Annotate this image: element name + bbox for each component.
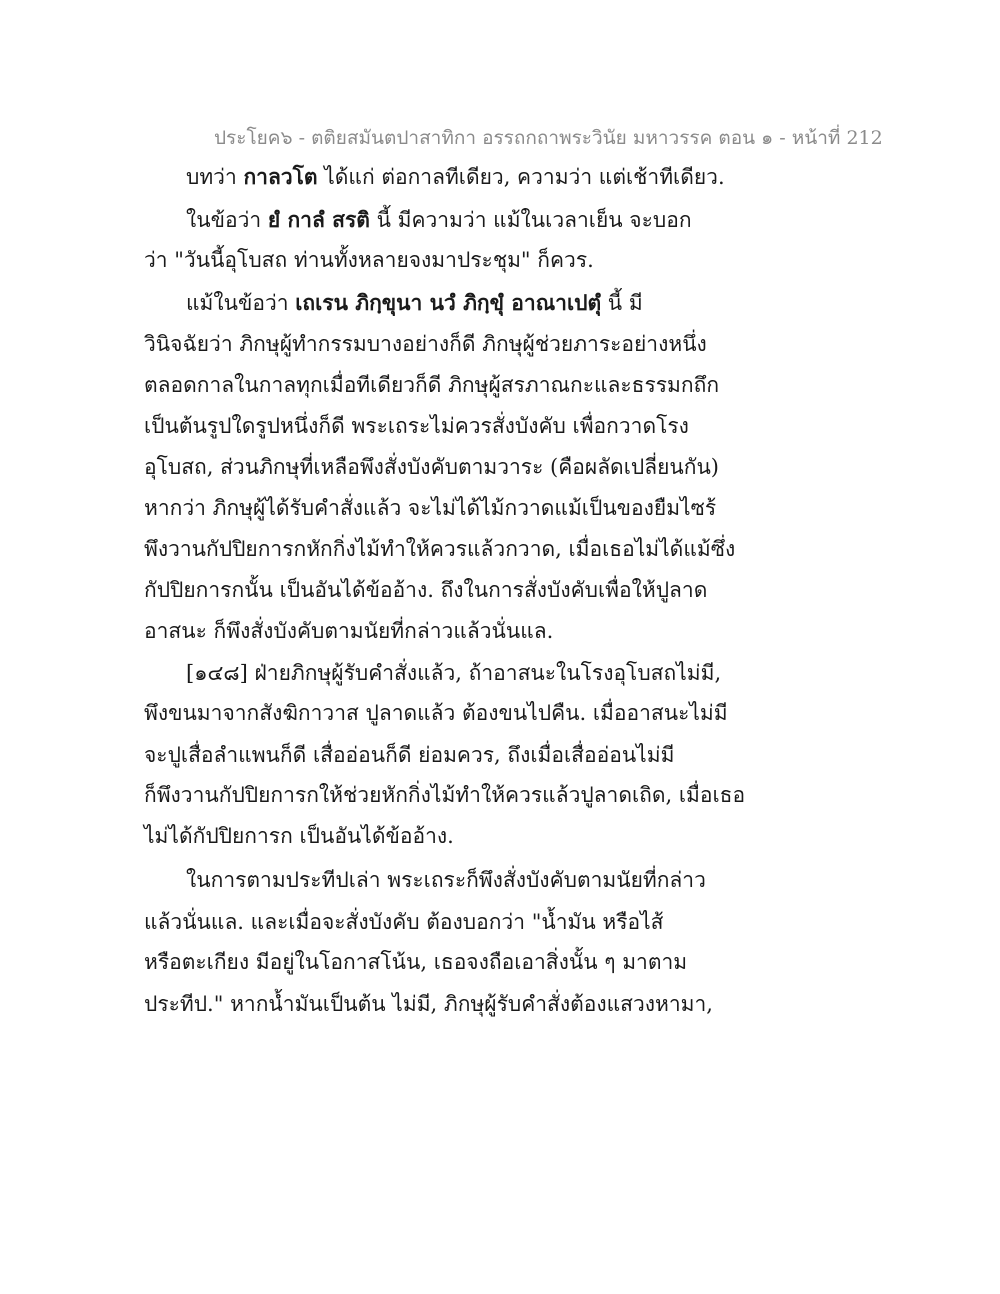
text-line — [144, 369, 719, 402]
text-segment: พึงวานกัปปิยการกหักกิ่งไม้ทำให้ควรแล้วกวาด, เมื่อเธอไม่ได้แม้ซึ่ง — [144, 537, 736, 561]
page-header: ประโยค๖ - ตติยสมันตปาสาทิกา อรรถกถาพระวินัย มหาวรรค ตอน ๑ - หน้าที่ 212 — [214, 127, 883, 149]
text-line — [144, 820, 454, 853]
text-segment: แล้วนั่นแล. และเมื่อจะสั่งบังคับ ต้องบอกว่า "น้ำมัน หรือไส้ — [144, 910, 664, 934]
text-segment: แม้ในข้อว่า — [186, 291, 296, 315]
text-line — [186, 287, 643, 320]
text-segment: อุโบสถ, ส่วนภิกษุที่เหลือพึงสั่งบังคับตามวาระ (คือผลัดเปลี่ยนกัน) — [144, 455, 719, 479]
text-segment: จะปูเสื่อลำแพนก็ดี เสื่ออ่อนก็ดี ย่อมควร, ถึงเมื่อเสื่ออ่อนไม่มี — [144, 743, 675, 767]
text-segment: ว่า "วันนี้อุโบสถ ท่านทั้งหลายจงมาประชุม" ก็ควร. — [144, 248, 594, 272]
text-segment: [๑๔๘] ฝ่ายภิกษุผู้รับคำสั่งแล้ว, ถ้าอาสนะในโรงอุโบสถไม่มี, — [186, 661, 722, 685]
pali-term: เถเรน ภิกฺขุนา นวํ ภิกฺขุํ อาณาเปตุํ — [295, 290, 602, 315]
text-segment: ไม่ได้กัปปิยการก เป็นอันได้ข้ออ้าง. — [144, 824, 454, 848]
text-line — [144, 697, 728, 730]
text-segment: วินิจฉัยว่า ภิกษุผู้ทำกรรมบางอย่างก็ดี ภิกษุผู้ช่วยภาระอย่างหนึ่ง — [144, 332, 707, 356]
text-line — [186, 864, 706, 897]
text-line — [144, 946, 687, 979]
text-segment: ก็พึงวานกัปปิยการกให้ช่วยหักกิ่งไม้ทำให้ควรแล้วปูลาดเถิด, เมื่อเธอ — [144, 783, 746, 807]
text-line — [144, 988, 713, 1021]
text-line — [144, 739, 674, 772]
text-line — [144, 328, 707, 361]
text-segment: นี้ มี — [601, 291, 643, 315]
text-line — [144, 451, 719, 484]
pali-term: ยํ กาลํ สรติ — [267, 207, 370, 232]
text-segment: ในการตามประทีปเล่า พระเถระก็พึงสั่งบังคับตามนัยที่กล่าว — [186, 868, 706, 892]
text-line — [144, 410, 689, 443]
text-line — [144, 906, 663, 939]
text-segment: ตลอดกาลในกาลทุกเมื่อทีเดียวก็ดี ภิกษุผู้สรภาณกะและธรรมกถึก — [144, 373, 720, 397]
text-segment: ในข้อว่า — [186, 208, 268, 232]
text-segment: ประทีป." หากน้ำมันเป็นต้น ไม่มี, ภิกษุผู้รับคำสั่งต้องแสวงหามา, — [144, 992, 713, 1016]
text-line — [186, 204, 692, 237]
text-segment: เป็นต้นรูปใดรูปหนึ่งก็ดี พระเถระไม่ควรสั่งบังคับ เพื่อกวาดโรง — [144, 414, 689, 438]
text-segment: ได้แก่ ต่อกาลทีเดียว, ความว่า แต่เช้าทีเดียว. — [317, 165, 725, 189]
text-line — [186, 161, 725, 194]
text-segment: อาสนะ ก็พึงสั่งบังคับตามนัยที่กล่าวแล้วนั่นแล. — [144, 619, 554, 643]
text-segment: บทว่า — [186, 165, 244, 189]
text-line — [144, 244, 594, 277]
text-segment: กัปปิยการกนั้น เป็นอันได้ข้ออ้าง. ถึงในการสั่งบังคับเพื่อให้ปูลาด — [144, 578, 708, 602]
text-segment: นี้ มีความว่า แม้ในเวลาเย็น จะบอก — [369, 208, 692, 232]
text-line — [144, 574, 707, 607]
text-line — [144, 492, 716, 525]
text-segment: หรือตะเกียง มีอยู่ในโอกาสโน้น, เธอจงถือเอาสิ่งนั้น ๆ มาตาม — [144, 950, 688, 974]
text-line — [144, 779, 745, 812]
text-line — [186, 657, 721, 690]
text-segment: พึงขนมาจากสังฆิกาวาส ปูลาดแล้ว ต้องขนไปคืน. เมื่ออาสนะไม่มี — [144, 701, 728, 725]
pali-term: กาลวโต — [243, 164, 318, 189]
text-segment: หากว่า ภิกษุผู้ได้รับคำสั่งแล้ว จะไม่ได้ไม้กวาดแม้เป็นของยืมไซร้ — [144, 496, 717, 520]
text-line — [144, 615, 553, 648]
text-line — [144, 533, 735, 566]
